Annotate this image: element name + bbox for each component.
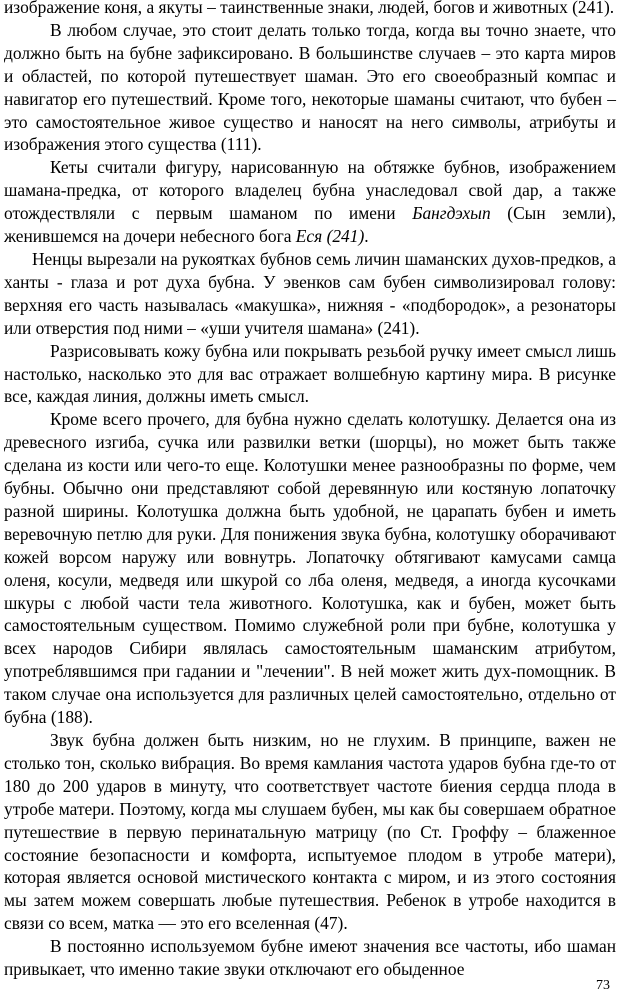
paragraph-3: [4, 156, 616, 248]
paragraph-4: Ненцы вырезали на рукоятках бубнов семь личин шаманских духов-предков, а ханты - глаза и рот духа бубна. У эвенков сам бубен символизировал голову: верхняя его часть называлась «макушка», нижняя - «подбородок», а резонаторы или отверстия под ними – «уши учителя шамана» (241).: [4, 248, 616, 338]
paragraph-3-name-italic: Бангдэхып: [412, 203, 491, 224]
paragraph-7: Звук бубна должен быть низким, но не глухим. В принципе, важен не столько тон, сколько вибрация. Во время камлания частота ударов бубна где-то от 180 до 200 ударов в минуту, что соответствует частоте биения сердца плода в утробе матери. Поэтому, когда мы слушаем бубен, мы как бы совершаем обратное путешествие в первую перинатальную матрицу (по Ст. Гроффу – блаженное состояние безопасности и комфорта, испытуемое плодом в утробе матери), которая является основой мистического контакта с миром, и из этого состояния мы затем можем совершать любые путешествия. Ребенок в утробе находится в связи со всем, матка — это его вселенная (47).: [4, 730, 616, 934]
paragraph-2: В любом случае, это стоит делать только тогда, когда вы точно знаете, что должно быть на бубне зафиксировано. В большинстве случаев – это карта миров и областей, по которой путешествует шаман. Это его своеобразный компас и навигатор его путешествий. Кроме того, некоторые шаманы считают, что бубен – это самостоятельное живое существо и наносят на него символы, атрибуты и изображения этого существа (111).: [4, 19, 616, 155]
paragraph-3-text-b: (Сын земли), женившемся на дочери небесного бога: [4, 203, 617, 247]
paragraph-3-ref-italic: Еся (241): [295, 226, 365, 247]
body-text: [4, 0, 616, 981]
paragraph-3-text-a: Кеты считали фигуру, нарисованную на обтяжке бубнов, изображением шамана-предка, от которого владелец бубна унаследовал свой дар, а также отождествляли с первым шаманом по имени: [4, 157, 616, 224]
paragraph-1: изображение коня, а якуты – таинственные знаки, людей, богов и животных (241).: [4, 0, 615, 17]
paragraph-8: В постоянно используемом бубне имеют значения все частоты, ибо шаман привыкает, что именно такие звуки отключают его обыденное: [4, 936, 616, 980]
paragraph-3-text-c: .: [364, 226, 369, 247]
page-number: 73: [596, 978, 610, 993]
paragraph-5: Разрисовывать кожу бубна или покрывать резьбой ручку имеет смысл лишь настолько, насколько это для вас отражает волшебную картину мира. В рисунке все, каждая линия, должны иметь смысл.: [4, 340, 616, 407]
paragraph-6: Кроме всего прочего, для бубна нужно сделать колотушку. Делается она из древесного изгиба, сучка или развилки ветки (шорцы), но может быть также сделана из кости или чего-то еще. Колотушки менее разнообразны по форме, чем бубны. Обычно они представляют собой деревянную или костяную лопаточку разной ширины. Колотушка должна быть удобной, не царапать бубен и иметь веревочную петлю для руки. Для понижения звука бубна, колотушку оборачивают кожей ворсом наружу или вовнутрь. Лопаточку обтягивают камусами самца оленя, косули, медведя или шкурой со лба оленя, медведя, а иногда кусочками шкуры с любой части тела животного. Колотушка, как и бубен, может быть самостоятельным существом. Помимо служебной роли при бубне, колотушка у всех народов Сибири являлась самостоятельным шаманским атрибутом, употреблявшимся при гадании и "лечении". В ней может жить дух-помощник. В таком случае она используется для различных целей самостоятельно, отдельно от бубна (188).: [4, 409, 616, 728]
